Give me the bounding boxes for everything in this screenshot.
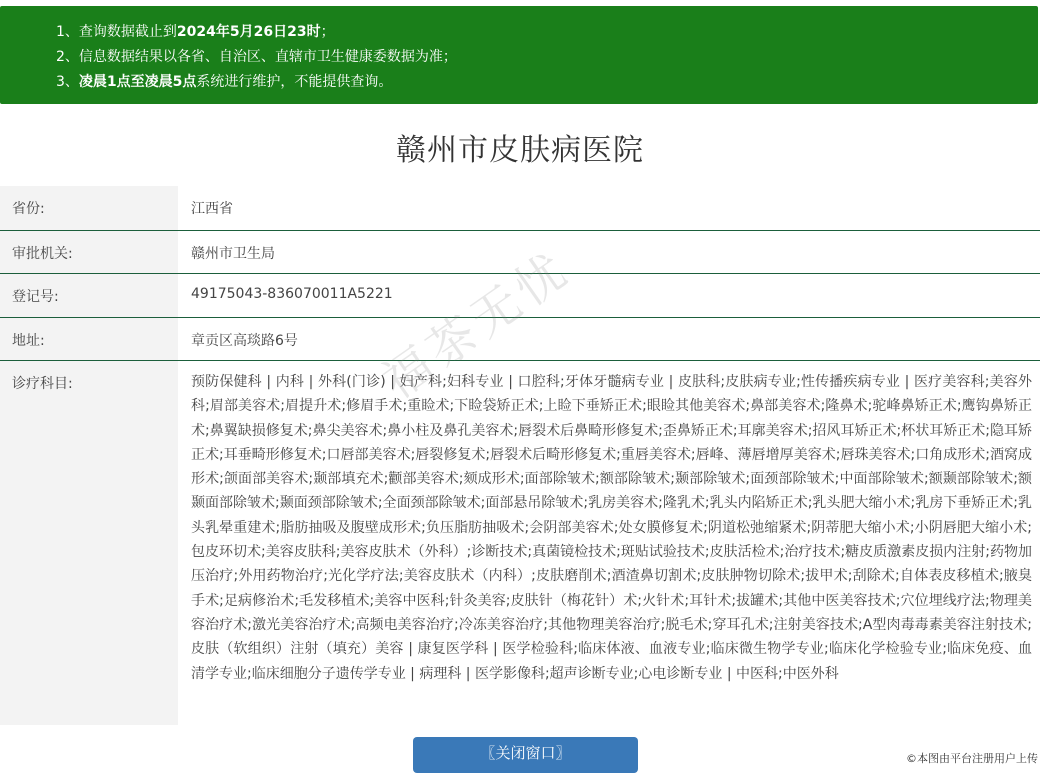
address-label: 地址:	[0, 318, 178, 360]
row-province	[0, 186, 1040, 231]
row-subjects	[0, 361, 1040, 726]
notice-banner	[0, 6, 1038, 104]
province-label: 省份:	[0, 186, 178, 230]
page-title: 赣州市皮肤病医院	[396, 133, 644, 168]
subjects-label: 诊疗科目:	[0, 361, 178, 726]
close-window-button[interactable]: 〖关闭窗口〗	[413, 737, 638, 773]
row-address	[0, 318, 1040, 361]
info-table	[0, 186, 1040, 726]
notice-line-2: 2、信息数据结果以各省、自治区、直辖市卫生健康委数据为准；	[56, 49, 457, 65]
notice-line-3: 3、凌晨1点至凌晨5点系统进行维护，不能提供查询。	[56, 74, 393, 90]
watermark: 福茶无忧	[372, 240, 582, 411]
authority-value: 赣州市卫生局	[191, 246, 275, 262]
reg-no-value: 49175043-836070011A5221	[191, 286, 393, 302]
upload-credit: ©本图由平台注册用户上传	[906, 752, 1038, 765]
subjects-value: 预防保健科 | 内科 | 外科(门诊) | 妇产科;妇科专业 | 口腔科;牙体牙髓病专业 | 皮肤科;皮肤病专业;性传播疾病专业 | 医疗美容科;美容外科;眉部美容术;眉提升术;修眉手术;重睑术;下睑袋矫正术;上睑下垂矫正术;眼睑其他美容术;鼻部美容术;隆鼻术;驼峰鼻矫正术;鹰钩鼻矫正术;鼻翼缺损修复术;鼻尖美容术;鼻小柱及鼻孔美容术;唇裂术后鼻畸形修复术;歪鼻矫正术;耳廓美容术;招风耳矫正术;杯状耳矫正术;隐耳矫正术;耳垂畸形修复术;口唇部美容术;唇裂修复术;唇裂术后畸形修复术;重唇美容术;唇峰、薄唇增厚美容术;唇珠美容术;口角成形术;酒窝成形术;颌面部美容术;颞部填充术;颧部美容术;颏成形术;面部除皱术;额部除皱术;颞部除皱术;面颈部除皱术;中面部除皱术;额颞部除皱术;额颞面部除皱术;颞面颈部除皱术;全面颈部除皱术;面部悬吊除皱术;乳房美容术;隆乳术;乳头内陷矫正术;乳头肥大缩小术;乳房下垂矫正术;乳头乳晕重建术;脂肪抽吸及腹壁成形术;负压脂肪抽吸术;会阴部美容术;处女膜修复术;阴道松弛缩紧术;阴蒂肥大缩小术;小阴唇肥大缩小术;包皮环切术;美容皮肤科;美容皮肤术（外科）;诊断技术;真菌镜检技术;斑贴试验技术;皮肤活检术;治疗技术;糖皮质激素皮损内注射;药物加压治疗;外用药物治疗;光化学疗法;美容皮肤术（内科）;皮肤磨削术;酒渣鼻切割术;皮肤肿物切除术;拔甲术;刮除术;自体表皮移植术;腋臭手术;足病修治术;毛发移植术;美容中医科;针灸美容;皮肤针（梅花针）术;火针术;耳针术;拔罐术;其他中医美容技术;穴位埋线疗法;物理美容治疗术;激光美容治疗术;高频电美容治疗;冷冻美容治疗;其他物理美容治疗;脱毛术;穿耳孔术;注射美容技术;A型肉毒毒素美容注射技术;皮肤（软组织）注射（填充）美容 | 康复医学科 | 医学检验科;临床体液、血液专业;临床微生物学专业;临床化学检验专业;临床免疫、血清学专业;临床细胞分子遗传学专业 | 病理科 | 医学影像科;超声诊断专业;心电诊断专业 | 中医科;中医外科	[191, 374, 1032, 682]
province-value: 江西省	[191, 201, 233, 217]
notice-line-1: 1、查询数据截止到2024年5月26日23时；	[56, 24, 335, 40]
row-reg-no	[0, 274, 1040, 318]
address-value: 章贡区高琰路6号	[191, 333, 298, 349]
authority-label: 审批机关:	[0, 231, 178, 273]
reg-no-label: 登记号:	[0, 274, 178, 317]
row-authority	[0, 231, 1040, 274]
